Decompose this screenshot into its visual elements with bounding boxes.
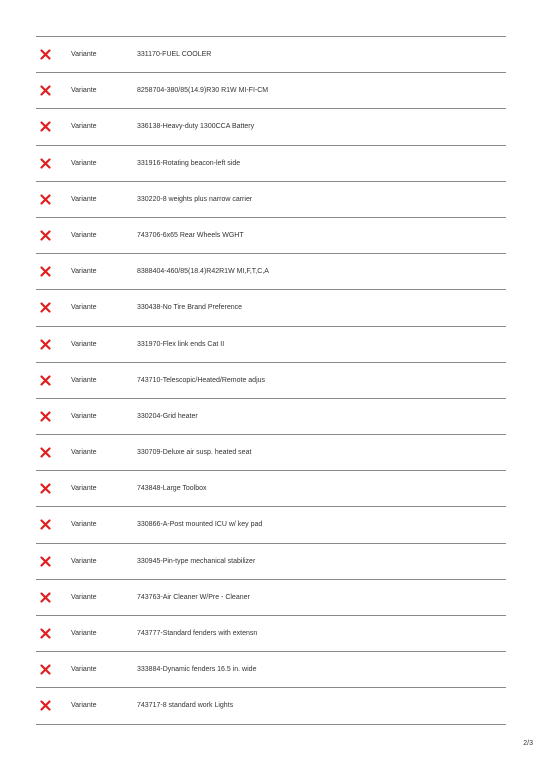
x-icon (40, 447, 51, 458)
x-icon (40, 158, 51, 169)
table-row (36, 290, 506, 326)
row-type: Variante (71, 304, 97, 312)
row-description: 330709-Deluxe air susp. heated seat (137, 449, 252, 457)
row-description: 743848-Large Toolbox (137, 485, 207, 493)
row-description: 743710-Telescopic/Heated/Remote adjus (137, 376, 266, 384)
row-description: 331916-Rotating beacon-left side (137, 159, 241, 167)
row-description: 743717-8 standard work Lights (137, 702, 234, 710)
row-description: 8388404-460/85(18.4)R42R1W MI,F,T,C,A (137, 268, 269, 276)
row-description: 330438-No Tire Brand Preference (137, 304, 243, 312)
options-table (36, 36, 506, 725)
table-row (36, 37, 506, 73)
x-icon (40, 49, 51, 60)
row-description: 743777-Standard fenders with extensn (137, 630, 258, 637)
table-row (36, 182, 506, 218)
row-type: Variante (71, 412, 97, 420)
x-icon (40, 411, 51, 422)
x-icon (40, 519, 51, 530)
row-description: 331170-FUEL COOLER (137, 51, 212, 58)
row-description: 330945-Pin-type mechanical stabilizer (137, 557, 256, 565)
table-row (36, 218, 506, 254)
row-type: Variante (71, 702, 97, 710)
table-row (36, 363, 506, 399)
x-icon (40, 700, 51, 711)
row-type: Variante (71, 195, 97, 203)
x-icon (40, 375, 51, 386)
x-icon (40, 121, 51, 132)
page-number: 2/3 (523, 740, 533, 747)
table-row (36, 507, 506, 543)
table-row (36, 146, 506, 182)
row-description: 743706-6x65 Rear Wheels WGHT (137, 231, 244, 239)
row-description: 336138-Heavy-duty 1300CCA Battery (137, 123, 255, 131)
row-description: 743763-Air Cleaner W/Pre - Cleaner (137, 593, 250, 601)
row-type: Variante (71, 159, 97, 167)
table-row (36, 544, 506, 580)
x-icon (40, 628, 51, 639)
row-description: 8258704-380/85(14.9)R30 R1W MI-FI-CM (137, 87, 269, 95)
table-row (36, 616, 506, 652)
row-type: Variante (71, 51, 97, 58)
row-type: Variante (71, 87, 97, 95)
row-type: Variante (71, 449, 97, 457)
x-icon (40, 664, 51, 675)
row-type: Variante (71, 268, 97, 276)
table-row (36, 688, 506, 724)
x-icon (40, 194, 51, 205)
row-description: 333884-Dynamic fenders 16.5 in. wide (137, 666, 257, 674)
row-type: Variante (71, 376, 97, 384)
table-row (36, 435, 506, 471)
table-row (36, 73, 506, 109)
row-type: Variante (71, 666, 97, 674)
row-description: 330220-8 weights plus narrow carrier (137, 195, 253, 203)
x-icon (40, 266, 51, 277)
row-type: Variante (71, 340, 97, 348)
table-row (36, 652, 506, 688)
table-row (36, 109, 506, 145)
table-row (36, 471, 506, 507)
table-row (36, 399, 506, 435)
table-row (36, 254, 506, 290)
row-type: Variante (71, 557, 97, 565)
x-icon (40, 483, 51, 494)
row-type: Variante (71, 231, 97, 239)
row-type: Variante (71, 521, 97, 529)
x-icon (40, 302, 51, 313)
x-icon (40, 592, 51, 603)
row-type: Variante (71, 485, 97, 493)
row-type: Variante (71, 593, 97, 601)
row-type: Variante (71, 630, 97, 637)
row-description: 330204-Grid heater (137, 412, 198, 420)
x-icon (40, 339, 51, 350)
x-icon (40, 85, 51, 96)
x-icon (40, 556, 51, 567)
x-icon (40, 230, 51, 241)
table-row (36, 580, 506, 616)
row-type: Variante (71, 123, 97, 131)
row-description: 330866-A-Post mounted ICU w/ key pad (137, 521, 263, 529)
table-row (36, 327, 506, 363)
row-description: 331970-Flex link ends Cat II (137, 340, 225, 348)
